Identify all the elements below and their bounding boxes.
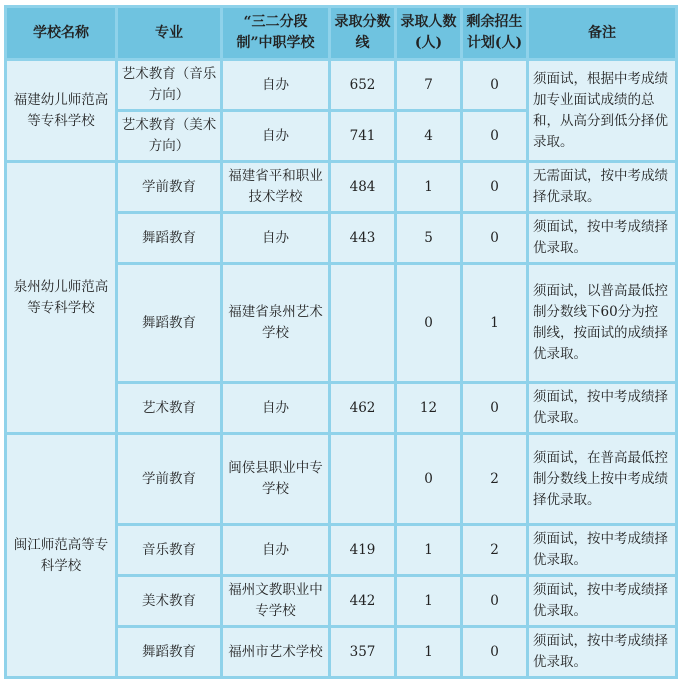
major-cell: 美术教育 <box>118 577 220 625</box>
remaining-cell: 0 <box>463 61 526 109</box>
partner-cell: 福建省平和职业技术学校 <box>223 163 328 211</box>
header-partner-school: “三二分段制”中职学校 <box>223 8 328 58</box>
admitted-cell: 1 <box>397 526 460 574</box>
header-row <box>7 8 675 58</box>
major-cell: 学前教育 <box>118 163 220 211</box>
header-school-name: 学校名称 <box>7 8 115 58</box>
partner-cell: 闽侯县职业中专学校 <box>223 435 328 523</box>
major-cell: 艺术教育 <box>118 384 220 432</box>
table-row <box>7 435 675 523</box>
admitted-cell: 1 <box>397 628 460 676</box>
partner-cell: 自办 <box>223 384 328 432</box>
admitted-cell: 0 <box>397 435 460 523</box>
partner-cell: 自办 <box>223 214 328 262</box>
major-cell: 艺术教育（美术方向） <box>118 112 220 160</box>
partner-cell: 自办 <box>223 61 328 109</box>
score-cell: 741 <box>331 112 394 160</box>
major-cell: 舞蹈教育 <box>118 265 220 381</box>
admitted-cell: 12 <box>397 384 460 432</box>
major-cell: 舞蹈教育 <box>118 628 220 676</box>
school-name-cell: 闽江师范高等专科学校 <box>7 435 115 676</box>
admission-table-wrapper <box>4 5 678 679</box>
score-cell: 419 <box>331 526 394 574</box>
remaining-cell: 0 <box>463 628 526 676</box>
partner-cell: 福州文教职业中专学校 <box>223 577 328 625</box>
note-cell: 须面试，按中考成绩择优录取。 <box>529 526 675 574</box>
header-remaining-plan: 剩余招生计划(人) <box>463 8 526 58</box>
header-major: 专业 <box>118 8 220 58</box>
note-cell: 无需面试，按中考成绩择优录取。 <box>529 163 675 211</box>
major-cell: 学前教育 <box>118 435 220 523</box>
partner-cell: 自办 <box>223 112 328 160</box>
score-cell <box>331 265 394 381</box>
admission-table <box>4 5 678 679</box>
note-cell: 须面试，根据中考成绩加专业面试成绩的总和，从高分到低分择优录取。 <box>529 61 675 160</box>
remaining-cell: 1 <box>463 265 526 381</box>
admitted-cell: 1 <box>397 577 460 625</box>
header-admitted-count: 录取人数(人) <box>397 8 460 58</box>
major-cell: 舞蹈教育 <box>118 214 220 262</box>
remaining-cell: 0 <box>463 577 526 625</box>
note-cell: 须面试，按中考成绩择优录取。 <box>529 577 675 625</box>
score-cell: 484 <box>331 163 394 211</box>
score-cell: 442 <box>331 577 394 625</box>
admitted-cell: 0 <box>397 265 460 381</box>
remaining-cell: 0 <box>463 384 526 432</box>
header-cutoff-score: 录取分数线 <box>331 8 394 58</box>
remaining-cell: 0 <box>463 112 526 160</box>
score-cell: 652 <box>331 61 394 109</box>
remaining-cell: 0 <box>463 214 526 262</box>
score-cell: 443 <box>331 214 394 262</box>
header-remarks: 备注 <box>529 8 675 58</box>
note-cell: 须面试，按中考成绩择优录取。 <box>529 384 675 432</box>
score-cell: 357 <box>331 628 394 676</box>
major-cell: 音乐教育 <box>118 526 220 574</box>
table-row <box>7 163 675 211</box>
admitted-cell: 4 <box>397 112 460 160</box>
note-cell: 须面试，按中考成绩择优录取。 <box>529 214 675 262</box>
major-cell: 艺术教育（音乐方向） <box>118 61 220 109</box>
note-cell: 须面试，按中考成绩择优录取。 <box>529 628 675 676</box>
partner-cell: 福建省泉州艺术学校 <box>223 265 328 381</box>
school-name-cell: 泉州幼儿师范高等专科学校 <box>7 163 115 432</box>
remaining-cell: 2 <box>463 526 526 574</box>
note-cell: 须面试，在普高最低控制分数线上按中考成绩择优录取。 <box>529 435 675 523</box>
partner-cell: 福州市艺术学校 <box>223 628 328 676</box>
score-cell <box>331 435 394 523</box>
admitted-cell: 5 <box>397 214 460 262</box>
admitted-cell: 1 <box>397 163 460 211</box>
table-row <box>7 61 675 109</box>
admitted-cell: 7 <box>397 61 460 109</box>
score-cell: 462 <box>331 384 394 432</box>
remaining-cell: 0 <box>463 163 526 211</box>
remaining-cell: 2 <box>463 435 526 523</box>
note-cell: 须面试，以普高最低控制分数线下60分为控制线，按面试的成绩择优录取。 <box>529 265 675 381</box>
school-name-cell: 福建幼儿师范高等专科学校 <box>7 61 115 160</box>
partner-cell: 自办 <box>223 526 328 574</box>
